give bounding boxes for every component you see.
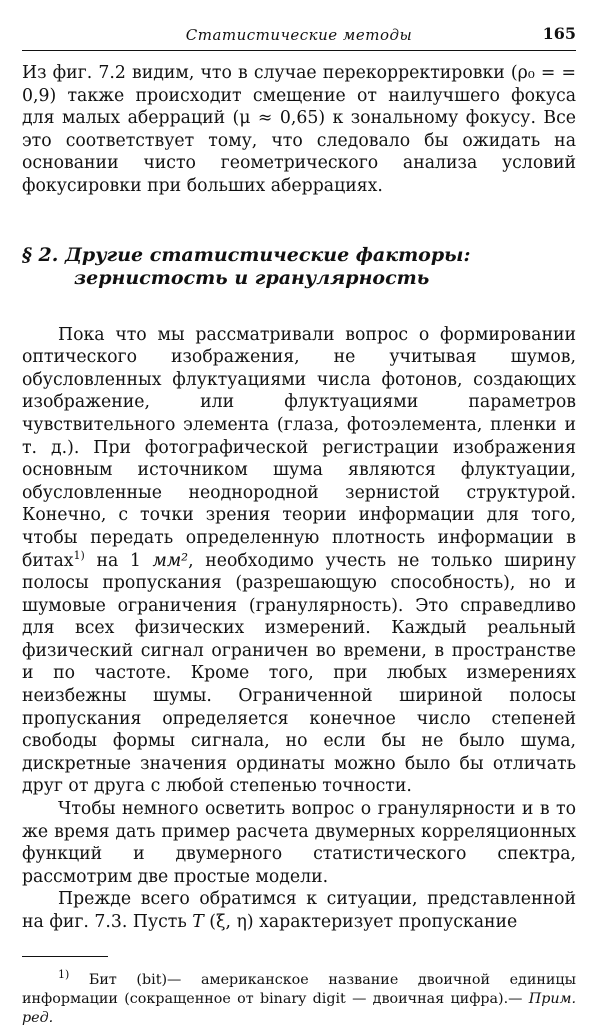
unit-mm2: мм² [152, 550, 189, 571]
page-number: 165 [542, 24, 576, 43]
footnote-reference: 1) [73, 548, 85, 562]
paragraph-2-part-a: Пока что мы рассматривали вопрос о формировании оптического изображения, не учитывая шумов, обусловленных флуктуациями числа фотонов, создающих изображение, или флуктуациями параметров чувствительного элемента (глаза, фотоэлемента, пленки и т. д.). При фотографической регистрации изображения основным источником шума являются флуктуации, обусловленные неоднородной зернистой структурой. Конечно, с точки зрения теории информации для того, чтобы передать определенную плотность информации в битах [22, 324, 576, 571]
footnote-text: Бит (bit)— американское название двоичной единицы информации (сокращенное от binary digit — двоичная цифра).— [22, 971, 576, 1007]
editor-note: Прим. ред. [22, 990, 576, 1026]
section-title-line1: Другие статистические факторы: [65, 243, 471, 266]
paragraph-2 [22, 324, 576, 798]
footnote-divider [22, 956, 108, 957]
section-heading [22, 244, 576, 290]
paragraph-3: Чтобы немного осветить вопрос о гранулярности и в то же время дать пример расчета двумерных корреляционных функций и двумерного статистического спектра, рассмотрим две простые модели. [22, 799, 576, 887]
paragraph-4 [22, 888, 576, 933]
page-body [22, 62, 576, 1028]
footnote-mark: 1) [58, 967, 70, 981]
symbol-T: T [192, 912, 204, 932]
paragraph-1: Из фиг. 7.2 видим, что в случае перекорректировки (ρ₀ = = 0,9) также происходит смещение от наилучшего фокуса для малых аберраций (μ ≈ 0,65) к зональному фокусу. Все это соответствует тому, что следовало бы ожидать на основании чисто геометрического анализа условий фокусировки при больших аберрациях. [22, 63, 576, 196]
paragraph-4-part-b: (ξ, η) характеризует пропускание [203, 912, 518, 932]
running-title: Статистические методы [185, 26, 413, 44]
paragraph-4-part-a: Прежде всего обратимся к ситуации, представленной на фиг. 7.3. Пусть [22, 889, 576, 932]
section-number: § 2. [22, 243, 59, 266]
running-header [22, 22, 576, 51]
footnote [22, 967, 576, 1028]
paragraph-2-part-c: , необходимо учесть не только ширину полосы пропускания (разрешающую способность), но и шумовые ограничения (гранулярность). Это справедливо для всех физических измерений. Каждый реальный физический сигнал ограничен во времени, в пространстве и по частоте. Кроме того, при любых измерениях неизбежны шумы. Ограниченной шириной полосы пропускания определяется конечное число степеней свободы формы сигнала, но если бы не было шума, дискретные значения ординаты можно было бы отличать друг от друга с любой степенью точности. [22, 550, 577, 797]
paragraph-2-part-b: на 1 [84, 550, 153, 571]
section-title-line2: зернистость и гранулярность [74, 266, 430, 289]
